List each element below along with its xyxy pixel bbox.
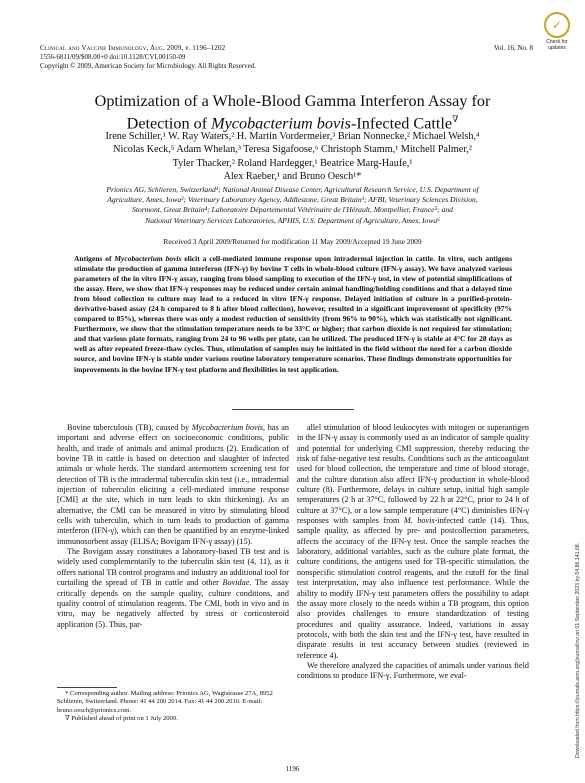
affiliation-line: Agriculture, Ames, Iowa²; Veterinary Laboratory Agency, Addlestone, Great Britain³; AFBI, Veterinary Sciences Division,: [107, 195, 478, 205]
paragraph: We therefore analyzed the capacities of animals under various field conditions to produce IFN-γ. Furthermore, we eval-: [297, 660, 529, 681]
affiliation-line: Prionics AG, Schlieren, Switzerland¹; National Animal Disease Center, Agricultural Research Service, U.S. Department of: [106, 185, 479, 194]
title-footnote-mark: ∇: [452, 114, 459, 124]
issn-doi: 1556-6811/09/$08.00+0 doi:10.1128/CVI.00150-09: [40, 53, 186, 61]
footnote-divider: [57, 687, 117, 688]
body-column-left: [57, 423, 289, 630]
abstract: Antigens of Mycobacterium bovis elicit a cell-mediated immune response upon intradermal injection in cattle. In vitro, such antigens stimulate the production of gamma interferon (IFN-γ) by bovine T cells in whole-blood culture (IFN-γ assay). We have analyzed various parameters of the in vitro IFN-γ assay, ranging from blood sampling to execution of the IFN-γ test, in view of potential simplifications of the assay. Here, we show that IFN-γ responses may be reduced under certain animal handling/holding conditions and that a delayed time from blood collection to culture may lead to a reduced in vitro IFN-γ response. Delayed initiation of culture in a purified-protein-derivative-based assay (24 h compared to 8 h after blood collection), however, resulted in a significant improvement of specificity (97% compared to 85%), whereas there was only a modest reduction of sensitivity (from 96% to 90%), which was statistically not significant. Furthermore, we show that the stimulation temperature needs to be 33°C or higher; that carbon dioxide is not required for stimulation; and that various plate formats, ranging from 24 to 96 wells per plate, can be utilized. The produced IFN-γ is stable at 4°C for 28 days as well as after repeated freeze-thaw cycles. Thus, stimulation of samples may be initiated in the field without the need for a carbon dioxide source, and bovine IFN-γ is stable under various routine laboratory temperature scenarios. These findings demonstrate opportunities for improvements in the bovine IFN-γ test platform and flexibilities in test application.: [74, 254, 512, 374]
received-dates: Received 3 April 2009/Returned for modification 11 May 2009/Accepted 19 June 2009: [163, 237, 422, 246]
download-watermark: [573, 530, 583, 760]
page-number: 1196: [285, 765, 300, 773]
affiliation-line: National Veterinary Services Laboratories, APHIS, U.S. Department of Agriculture, Ames, Iowa⁶: [145, 215, 440, 225]
author-line: Irene Schiller,¹ W. Ray Waters,² H. Martin Vordermeier,³ Brian Nonnecke,² Michael Welsh,⁴: [105, 131, 480, 142]
body-column-right: [297, 423, 529, 682]
check-for-updates-label: Check for updates: [546, 39, 568, 51]
copyright-line: Copyright © 2009, American Society for Microbiology. All Rights Reserved.: [40, 62, 257, 70]
download-watermark-text: Downloaded from https://journals.asm.org/journal/cvi on 01 September 2023 by 54.86.141.68.: [575, 542, 581, 758]
published-ahead-note: ∇ Published ahead of print on 1 July 2009.: [65, 715, 178, 723]
title-line-2: Detection of Mycobacterium bovis-Infected Cattle∇: [126, 114, 459, 133]
author-list: [40, 130, 545, 183]
volume-issue: Vol. 16, No. 8: [493, 44, 533, 52]
abstract-divider: [232, 409, 354, 410]
affiliations: [40, 185, 545, 226]
paragraph: allel stimulation of blood leukocytes with mitogen or superantigen in the IFN-γ assay is commonly used as an indicator of sample quality and potential for underlying CMI suppression, thereby reducing the risk of false-negative test results. Conditions such as the anticoagulant used for blood collection, the temperature and time of blood storage, and the culture duration also affect IFN-γ production in whole-blood culture (8). Furthermore, delays in culture setup, initial high sample temperatures (2 h at 37°C, followed by 22 h at 22°C, prior to 24 h of culture at 37°C), or a low sample temperature (4°C) diminishes IFN-γ responses with samples from M. bovis-infected cattle (14). Thus, sample quality, as affected by pre- and postcollection parameters, affects the accuracy of the IFN-γ test. Once the sample reaches the laboratory, additional variables, such as the culture plate format, the culture conditions, the antigens used for TB-specific stimulation, the nonspecific stimulation control reagents, and the cutoff for the final test interpretation, may also influence test performance. While the ability to modify IFN-γ test parameters offers the possibility to adapt the assay more closely to the needs within a TB program, this option also provides challenges to ensure standardization of testing procedures and quality assurance. Indeed, variations in assay protocols, with both the skin test and the IFN-γ test, have resulted in disparate results in test accuracy between studies (reviewed in reference 4).: [297, 423, 529, 660]
paragraph: Bovine tuberculosis (TB), caused by Mycobacterium bovis, has an important and adverse effect on socioeconomic conditions, public health, and trade of animals and animal products (2). Eradication of bovine TB in cattle is based on detection and slaughter of infected animals or whole herds. The standard antemortem screening test for detection of TB is the intradermal tuberculin skin test (i.e., intradermal injection of tuberculin eliciting a cell-mediated immune response [CMI] at the site, which in turn leads to skin thickening). As an alternative, the CMI can be measured in vitro by stimulating blood cells with tuberculin, which in turn leads to production of gamma interferon (IFN-γ), which can then be quantified by an enzyme-linked immunosorbent assay (ELISA; Bovigam IFN-γ assay) (15).: [57, 423, 289, 546]
author-line: Alex Raeber,¹ and Bruno Oesch¹*: [223, 170, 362, 182]
footnotes: [57, 690, 289, 724]
author-line: Nicolas Keck,⁵ Adam Whelan,³ Teresa Sigafoose,⁶ Christoph Stamm,¹ Mitchell Palmer,²: [113, 144, 472, 156]
check-for-updates-icon: ✓: [544, 12, 570, 38]
paragraph: The Bovigam assay constitutes a laboratory-based TB test and is widely used complementarily to the tuberculin skin test (4, 11), as it offers national TB control programs and industry an additional tool for curtailing the spread of TB in cattle and other Bovidae. The assay critically depends on the sample quality, culture conditions, and quality control of stimulation reagents. The CMI, both in vivo and in vitro, may be negatively affected by stress or corticosteroid application (5). Thus, par-: [57, 547, 289, 629]
title-line-1: Optimization of a Whole-Blood Gamma Interferon Assay for: [94, 92, 491, 110]
journal-citation: Clinical and Vaccine Immunology, Aug. 2009, p. 1196–1202: [40, 44, 226, 52]
affiliation-line: Stormont, Great Britain⁴; Laboratoire Départemental Vétérinaire de l'Hérault, Montpellier, France⁵; and: [132, 205, 453, 215]
running-header: [40, 44, 256, 71]
author-line: Tyler Thacker,² Roland Hardegger,¹ Beatrice Marg-Haufe,¹: [172, 157, 413, 169]
corresponding-author-note: * Corresponding author. Mailing address: Prionics AG, Wagistrasse 27A, 8952 Schlieren, Switzerland. Phone: 41 44 200 2014. Fax: 41 44 200 2010. E-mail: bruno.oesch@prionics.com.: [57, 690, 273, 714]
check-for-updates-badge[interactable]: [540, 12, 574, 50]
article-title: [40, 92, 545, 132]
